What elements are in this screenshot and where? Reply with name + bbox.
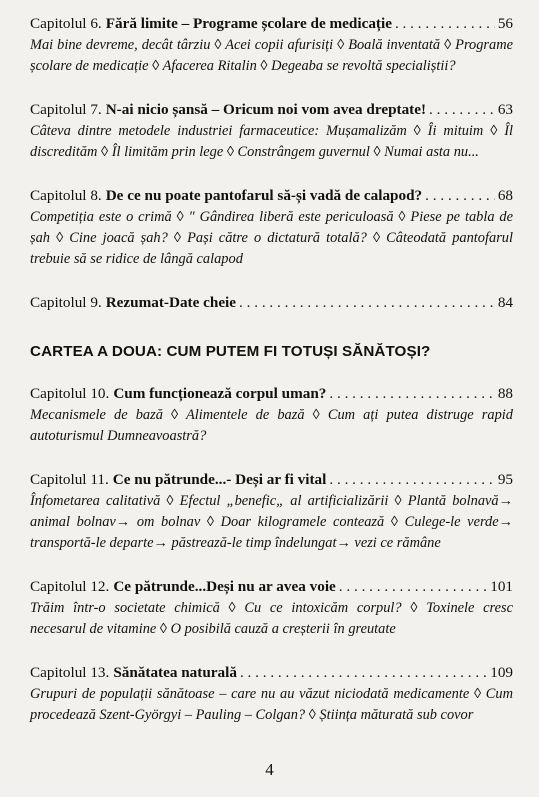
toc-entry-chapter-7 — [30, 100, 513, 163]
dot-leader — [240, 663, 487, 683]
chapter-subtitle: Grupuri de populații sănătoase – care nu au văzut niciodată medicamente ◊ Cum procedează Szent-Györgyi – Pauling – Colgan? ◊ Știința măturată sub covor — [30, 686, 513, 723]
chapter-number: Capitolul 8. — [30, 187, 102, 204]
toc-entry-heading — [30, 577, 513, 597]
chapter-number: Capitolul 6. — [30, 15, 102, 32]
dot-leader — [425, 186, 495, 206]
dot-leader — [395, 14, 495, 34]
toc-entry-chapter-9 — [30, 293, 513, 313]
page-number: 4 — [265, 760, 274, 779]
toc-entry-chapter-13 — [30, 663, 513, 726]
chapter-title: Rezumat-Date cheie — [105, 294, 237, 311]
chapter-subtitle: Mecanismele de bază ◊ Alimentele de bază ◊ Cum ați putea distruge rapid autoturismul Dumneavoastră? — [30, 407, 513, 444]
part-heading: CARTEA A DOUA: CUM PUTEM FI TOTUȘI SĂNĂTOȘI? — [30, 343, 431, 360]
chapter-page: 109 — [490, 664, 513, 681]
chapter-number: Capitolul 9. — [30, 294, 102, 311]
chapter-subtitle: Competiția este o crimă ◊ " Gândirea liberă este periculoasă ◊ Piese pe tabla de șah ◊ Cine joacă șah? ◊ Pași către o dictatură totală? ◊ Câteodată pantofarul trebuie să se ridice de lângă calapod — [30, 209, 513, 267]
toc-entry-heading — [30, 470, 513, 490]
dot-leader — [329, 384, 494, 404]
toc-entry-heading — [30, 384, 513, 404]
chapter-page: 56 — [497, 15, 513, 32]
chapter-title: N-ai nicio șansă – Oricum noi vom avea dreptate! — [105, 101, 427, 118]
chapter-title: Cum funcționează corpul uman? — [113, 385, 327, 402]
dot-leader — [239, 293, 495, 313]
toc-entry-heading — [30, 100, 513, 120]
toc-entry-chapter-11 — [30, 470, 513, 554]
dot-leader — [429, 100, 495, 120]
chapter-subtitle: Câteva dintre metodele industriei farmaceutice: Mușamalizăm ◊ Îi mituim ◊ Îl discredităm ◊ Îl limităm prin lege ◊ Constrângem guvernul ◊ Numai asta nu... — [30, 123, 513, 160]
toc-entry-heading — [30, 663, 513, 683]
chapter-number: Capitolul 11. — [30, 471, 109, 488]
chapter-subtitle: Mai bine devreme, decât târziu ◊ Acei copii afurisiți ◊ Boală inventată ◊ Programe școlare de medicație ◊ Afacerea Ritalin ◊ Degeaba se revoltă specialiștii? — [30, 37, 513, 74]
chapter-subtitle: Trăim într-o societate chimică ◊ Cu ce intoxicăm corpul? ◊ Toxinele cresc necesarul de vitamine ◊ O posibilă cauză a creșterii în greutate — [30, 600, 513, 637]
dot-leader — [329, 470, 494, 490]
toc-entry-chapter-12 — [30, 577, 513, 640]
toc-entry-heading — [30, 14, 513, 34]
chapter-number: Capitolul 10. — [30, 385, 110, 402]
toc-entry-chapter-6 — [30, 14, 513, 77]
chapter-page: 88 — [497, 385, 513, 402]
chapter-page: 68 — [497, 187, 513, 204]
toc-entry-heading — [30, 186, 513, 206]
chapter-page: 63 — [497, 101, 513, 118]
chapter-subtitle: Înfometarea calitativă ◊ Efectul „benefic„ al artificializării ◊ Plantă bolnavă→ animal bolnav→ om bolnav ◊ Doar kilogramele contează ◊ Culege-le verde→ transportă-le departe→ păstrează-le timp îndelungat→ vezi ce rămâne — [30, 493, 513, 551]
toc-entry-heading — [30, 293, 513, 313]
dot-leader — [339, 577, 487, 597]
chapter-number: Capitolul 13. — [30, 664, 110, 681]
chapter-title: Ce nu pătrunde...- Deși ar fi vital — [112, 471, 327, 488]
chapter-page: 101 — [490, 578, 513, 595]
chapter-page: 95 — [497, 471, 513, 488]
toc-entry-chapter-10 — [30, 384, 513, 447]
chapter-title: Fără limite – Programe școlare de medicație — [105, 15, 392, 32]
chapter-number: Capitolul 7. — [30, 101, 102, 118]
table-of-contents — [30, 14, 513, 749]
chapter-title: Ce pătrunde...Deși nu ar avea voie — [113, 578, 336, 595]
chapter-title: De ce nu poate pantofarul să-și vadă de calapod? — [105, 187, 423, 204]
chapter-title: Sănătatea naturală — [113, 664, 237, 681]
toc-entry-chapter-8 — [30, 186, 513, 270]
chapter-number: Capitolul 12. — [30, 578, 110, 595]
chapter-page: 84 — [497, 294, 513, 311]
